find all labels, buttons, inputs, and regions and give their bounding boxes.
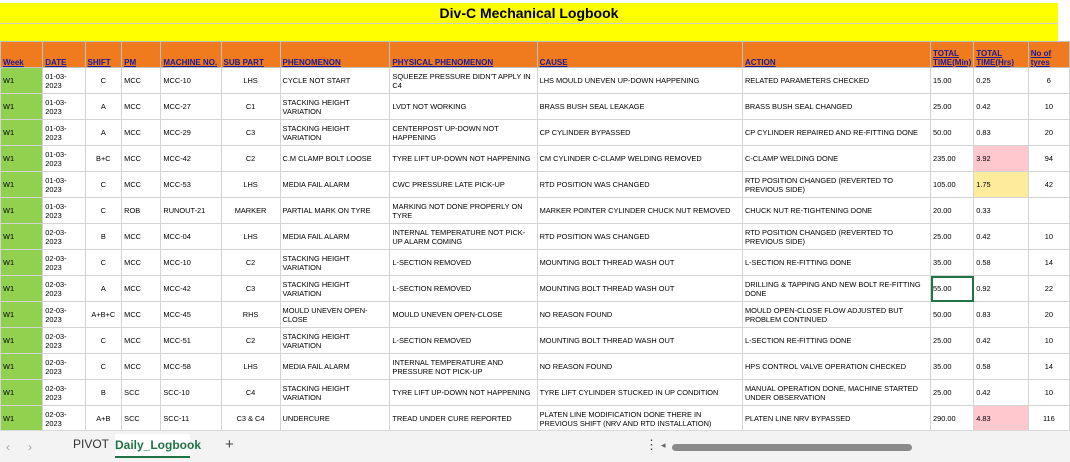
cell-action[interactable]: PLATEN LINE NRV BYPASSED (742, 406, 930, 431)
cell-sub-part[interactable]: LHS (221, 354, 280, 380)
cell-date[interactable]: 02-03-2023 (43, 302, 85, 328)
cell-pm[interactable]: ROB (122, 198, 161, 224)
cell-action[interactable]: CP CYLINDER REPAIRED AND RE-FITTING DONE (742, 120, 930, 146)
cell-pm[interactable]: MCC (122, 328, 161, 354)
cell-phenomenon[interactable]: STACKING HEIGHT VARIATION (280, 380, 390, 406)
cell-pm[interactable]: MCC (122, 94, 161, 120)
next-sheet-icon[interactable]: › (28, 440, 32, 454)
cell-total-time-min[interactable]: 235.00 (931, 146, 974, 172)
cell-pm[interactable]: MCC (122, 302, 161, 328)
cell-no-of-tyres[interactable]: 10 (1028, 380, 1069, 406)
cell-cause[interactable]: MARKER POINTER CYLINDER CHUCK NUT REMOVED (537, 198, 742, 224)
cell-pm[interactable]: MCC (122, 354, 161, 380)
cell-date[interactable]: 02-03-2023 (43, 354, 85, 380)
cell-no-of-tyres[interactable]: 116 (1028, 406, 1069, 431)
cell-sub-part[interactable]: C2 (221, 328, 280, 354)
cell-machine-no[interactable]: SCC-11 (161, 406, 221, 431)
cell-cause[interactable]: LHS MOULD UNEVEN UP-DOWN HAPPENING (537, 68, 742, 94)
cell-date[interactable]: 01-03-2023 (43, 172, 85, 198)
cell-phenomenon[interactable]: UNDERCURE (280, 406, 390, 431)
cell-machine-no[interactable]: MCC-53 (161, 172, 221, 198)
cell-physical-phenomenon[interactable]: L-SECTION REMOVED (390, 276, 537, 302)
header-machine-no[interactable]: MACHINE NO. (161, 42, 221, 68)
cell-machine-no[interactable]: MCC-42 (161, 276, 221, 302)
cell-sub-part[interactable]: C2 (221, 250, 280, 276)
cell-week[interactable]: W1 (1, 354, 43, 380)
cell-no-of-tyres[interactable]: 14 (1028, 250, 1069, 276)
cell-shift[interactable]: C (85, 328, 122, 354)
cell-sub-part[interactable]: LHS (221, 224, 280, 250)
cell-sub-part[interactable]: C3 & C4 (221, 406, 280, 431)
cell-machine-no[interactable]: MCC-27 (161, 94, 221, 120)
cell-physical-phenomenon[interactable]: TYRE LIFT UP-DOWN NOT HAPPENING (390, 146, 537, 172)
cell-machine-no[interactable]: MCC-42 (161, 146, 221, 172)
cell-physical-phenomenon[interactable]: INTERNAL TEMPERATURE NOT PICK-UP ALARM COMING (390, 224, 537, 250)
cell-phenomenon[interactable]: STACKING HEIGHT VARIATION (280, 276, 390, 302)
cell-sub-part[interactable]: C2 (221, 146, 280, 172)
cell-total-time-hrs[interactable]: 0.42 (974, 380, 1028, 406)
cell-total-time-min[interactable]: 55.00 (931, 276, 974, 302)
horizontal-scrollbar[interactable] (672, 444, 1062, 451)
cell-shift[interactable]: C (85, 354, 122, 380)
table-row (1, 172, 1070, 198)
cell-date[interactable]: 01-03-2023 (43, 146, 85, 172)
cell-action[interactable]: MOULD OPEN-CLOSE FLOW ADJUSTED BUT PROBLEM CONTINUED (742, 302, 930, 328)
cell-total-time-hrs[interactable]: 0.25 (974, 68, 1028, 94)
cell-sub-part[interactable]: C3 (221, 276, 280, 302)
cell-physical-phenomenon[interactable]: L-SECTION REMOVED (390, 250, 537, 276)
blank-yellow-row[interactable] (0, 24, 1058, 41)
cell-pm[interactable]: MCC (122, 276, 161, 302)
cell-total-time-hrs[interactable]: 0.92 (974, 276, 1028, 302)
cell-action[interactable]: RELATED PARAMETERS CHECKED (742, 68, 930, 94)
cell-cause[interactable]: RTD POSITION WAS CHANGED (537, 224, 742, 250)
header-week[interactable]: Week (1, 42, 43, 68)
cell-cause[interactable]: PLATEN LINE MODIFICATION DONE THERE IN PREVIOUS SHIFT (NRV AND RTD INSTALLATION) (537, 406, 742, 431)
cell-total-time-hrs[interactable]: 0.42 (974, 224, 1028, 250)
header-cause[interactable]: CAUSE (537, 42, 742, 68)
cell-shift[interactable]: B+C (85, 146, 122, 172)
header-date[interactable]: DATE (43, 42, 85, 68)
cell-physical-phenomenon[interactable]: MOULD UNEVEN OPEN-CLOSE (390, 302, 537, 328)
cell-phenomenon[interactable]: MOULD UNEVEN OPEN-CLOSE (280, 302, 390, 328)
cell-total-time-min[interactable]: 50.00 (931, 302, 974, 328)
cell-total-time-hrs[interactable]: 1.75 (974, 172, 1028, 198)
cell-phenomenon[interactable]: PARTIAL MARK ON TYRE (280, 198, 390, 224)
cell-date[interactable]: 02-03-2023 (43, 250, 85, 276)
cell-cause[interactable]: CP CYLINDER BYPASSED (537, 120, 742, 146)
cell-week[interactable]: W1 (1, 276, 43, 302)
cell-cause[interactable]: BRASS BUSH SEAL LEAKAGE (537, 94, 742, 120)
cell-total-time-min[interactable]: 15.00 (931, 68, 974, 94)
cell-machine-no[interactable]: MCC-10 (161, 68, 221, 94)
cell-no-of-tyres[interactable]: 6 (1028, 68, 1069, 94)
table-row (1, 276, 1070, 302)
header-physical-phenomenon[interactable]: PHYSICAL PHENOMENON (390, 42, 537, 68)
cell-phenomenon[interactable]: STACKING HEIGHT VARIATION (280, 250, 390, 276)
cell-physical-phenomenon[interactable]: SQUEEZE PRESSURE DIDN'T APPLY IN C4 (390, 68, 537, 94)
cell-action[interactable]: MANUAL OPERATION DONE, MACHINE STARTED UNDER OBSERVATION (742, 380, 930, 406)
cell-phenomenon[interactable]: STACKING HEIGHT VARIATION (280, 94, 390, 120)
cell-total-time-min[interactable]: 105.00 (931, 172, 974, 198)
cell-no-of-tyres[interactable]: 22 (1028, 276, 1069, 302)
cell-cause[interactable]: TYRE LIFT CYLINDER STUCKED IN UP CONDITION (537, 380, 742, 406)
cell-date[interactable]: 02-03-2023 (43, 276, 85, 302)
cell-date[interactable]: 01-03-2023 (43, 68, 85, 94)
cell-total-time-hrs[interactable]: 4.83 (974, 406, 1028, 431)
cell-date[interactable]: 02-03-2023 (43, 224, 85, 250)
cell-no-of-tyres[interactable] (1028, 198, 1069, 224)
cell-cause[interactable]: MOUNTING BOLT THREAD WASH OUT (537, 276, 742, 302)
cell-pm[interactable]: MCC (122, 68, 161, 94)
scroll-left-icon[interactable]: ◂ (661, 440, 666, 450)
cell-total-time-min[interactable]: 25.00 (931, 224, 974, 250)
cell-shift[interactable]: A (85, 276, 122, 302)
header-row (1, 42, 1070, 68)
cell-total-time-hrs[interactable]: 0.42 (974, 94, 1028, 120)
cell-cause[interactable]: MOUNTING BOLT THREAD WASH OUT (537, 328, 742, 354)
cell-phenomenon[interactable]: MEDIA FAIL ALARM (280, 172, 390, 198)
cell-week[interactable]: W1 (1, 406, 43, 431)
cell-action[interactable]: BRASS BUSH SEAL CHANGED (742, 94, 930, 120)
header-total-time-min[interactable]: TOTAL TIME(Min) (931, 42, 974, 68)
table-row (1, 198, 1070, 224)
cell-week[interactable]: W1 (1, 328, 43, 354)
cell-total-time-hrs[interactable]: 0.58 (974, 250, 1028, 276)
cell-physical-phenomenon[interactable]: INTERNAL TEMPERATURE AND PRESSURE NOT PICK-UP (390, 354, 537, 380)
cell-physical-phenomenon[interactable]: L-SECTION REMOVED (390, 328, 537, 354)
cell-total-time-hrs[interactable]: 0.83 (974, 120, 1028, 146)
header-sub-part[interactable]: SUB PART (221, 42, 280, 68)
header-no-of-tyres[interactable]: No of tyres (1028, 42, 1069, 68)
cell-pm[interactable]: MCC (122, 172, 161, 198)
cell-total-time-min[interactable]: 35.00 (931, 250, 974, 276)
cell-sub-part[interactable]: LHS (221, 172, 280, 198)
cell-week[interactable]: W1 (1, 172, 43, 198)
tab-pivot[interactable]: PIVOT (73, 437, 110, 451)
cell-cause[interactable]: NO REASON FOUND (537, 302, 742, 328)
cell-sub-part[interactable]: RHS (221, 302, 280, 328)
cell-total-time-min[interactable]: 20.00 (931, 198, 974, 224)
cell-cause[interactable]: RTD POSITION WAS CHANGED (537, 172, 742, 198)
table-row (1, 406, 1070, 431)
cell-shift[interactable]: C (85, 250, 122, 276)
cell-action[interactable]: RTD POSITION CHANGED (REVERTED TO PREVIOUS SIDE) (742, 224, 930, 250)
cell-week[interactable]: W1 (1, 146, 43, 172)
cell-action[interactable]: DRILLING & TAPPING AND NEW BOLT RE-FITTING DONE (742, 276, 930, 302)
scrollbar-thumb[interactable] (672, 444, 912, 451)
title-row[interactable] (0, 3, 1058, 24)
cell-date[interactable]: 02-03-2023 (43, 406, 85, 431)
table-row (1, 380, 1070, 406)
table-row (1, 224, 1070, 250)
cell-total-time-min[interactable]: 25.00 (931, 328, 974, 354)
cell-machine-no[interactable]: MCC-58 (161, 354, 221, 380)
cell-machine-no[interactable]: MCC-10 (161, 250, 221, 276)
cell-sub-part[interactable]: C3 (221, 120, 280, 146)
cell-physical-phenomenon[interactable]: TREAD UNDER CURE REPORTED (390, 406, 537, 431)
cell-pm[interactable]: MCC (122, 146, 161, 172)
table-row (1, 302, 1070, 328)
table-row (1, 94, 1070, 120)
cell-phenomenon[interactable]: CYCLE NOT START (280, 68, 390, 94)
cell-machine-no[interactable]: MCC-29 (161, 120, 221, 146)
cell-shift[interactable]: A (85, 120, 122, 146)
cell-week[interactable]: W1 (1, 224, 43, 250)
cell-week[interactable]: W1 (1, 302, 43, 328)
table-row (1, 68, 1070, 94)
cell-physical-phenomenon[interactable]: TYRE LIFT UP-DOWN NOT HAPPENING (390, 380, 537, 406)
cell-machine-no[interactable]: MCC-51 (161, 328, 221, 354)
cell-action[interactable]: RTD POSITION CHANGED (REVERTED TO PREVIOUS SIDE) (742, 172, 930, 198)
cell-no-of-tyres[interactable]: 10 (1028, 328, 1069, 354)
cell-shift[interactable]: C (85, 198, 122, 224)
cell-sub-part[interactable]: C4 (221, 380, 280, 406)
add-sheet-icon[interactable]: + (225, 436, 234, 453)
sheet-title: Div-C Mechanical Logbook (439, 5, 619, 21)
cell-no-of-tyres[interactable]: 94 (1028, 146, 1069, 172)
table-row (1, 146, 1070, 172)
cell-action[interactable]: C-CLAMP WELDING DONE (742, 146, 930, 172)
cell-no-of-tyres[interactable]: 42 (1028, 172, 1069, 198)
header-pm[interactable]: PM (122, 42, 161, 68)
cell-machine-no[interactable]: MCC-04 (161, 224, 221, 250)
cell-week[interactable]: W1 (1, 198, 43, 224)
cell-shift[interactable]: B (85, 224, 122, 250)
header-phenomenon[interactable]: PHENOMENON (280, 42, 390, 68)
tab-daily-logbook[interactable]: Daily_Logbook (115, 434, 190, 458)
sheet-tab-bar (0, 430, 1070, 462)
cell-phenomenon[interactable]: C.M CLAMP BOLT LOOSE (280, 146, 390, 172)
cell-no-of-tyres[interactable]: 20 (1028, 302, 1069, 328)
cell-shift[interactable]: A+B (85, 406, 122, 431)
cell-machine-no[interactable]: SCC-10 (161, 380, 221, 406)
cell-action[interactable]: L-SECTION RE-FITTING DONE (742, 250, 930, 276)
cell-week[interactable]: W1 (1, 250, 43, 276)
cell-phenomenon[interactable]: MEDIA FAIL ALARM (280, 224, 390, 250)
cell-action[interactable]: L-SECTION RE-FITTING DONE (742, 328, 930, 354)
cell-week[interactable]: W1 (1, 380, 43, 406)
cell-sub-part[interactable]: MARKER (221, 198, 280, 224)
table-row (1, 354, 1070, 380)
more-options-icon[interactable]: ⋮ (645, 437, 658, 452)
cell-pm[interactable]: SCC (122, 380, 161, 406)
cell-total-time-hrs[interactable]: 3.92 (974, 146, 1028, 172)
logbook-table (0, 41, 1070, 430)
cell-date[interactable]: 02-03-2023 (43, 380, 85, 406)
cell-physical-phenomenon[interactable]: CENTERPOST UP-DOWN NOT HAPPENING (390, 120, 537, 146)
cell-total-time-hrs[interactable]: 0.42 (974, 328, 1028, 354)
cell-total-time-min[interactable]: 35.00 (931, 354, 974, 380)
header-total-time-hrs[interactable]: TOTAL TIME(Hrs) (974, 42, 1028, 68)
cell-total-time-min[interactable]: 25.00 (931, 380, 974, 406)
cell-total-time-hrs[interactable]: 0.33 (974, 198, 1028, 224)
cell-date[interactable]: 01-03-2023 (43, 94, 85, 120)
table-row (1, 328, 1070, 354)
table-row (1, 250, 1070, 276)
cell-date[interactable]: 02-03-2023 (43, 328, 85, 354)
cell-date[interactable]: 01-03-2023 (43, 198, 85, 224)
cell-machine-no[interactable]: RUNOUT-21 (161, 198, 221, 224)
cell-date[interactable]: 01-03-2023 (43, 120, 85, 146)
cell-sub-part[interactable]: C1 (221, 94, 280, 120)
header-shift[interactable]: SHIFT (85, 42, 122, 68)
cell-action[interactable]: CHUCK NUT RE-TIGHTENING DONE (742, 198, 930, 224)
table-row (1, 120, 1070, 146)
cell-no-of-tyres[interactable]: 10 (1028, 94, 1069, 120)
cell-week[interactable]: W1 (1, 94, 43, 120)
cell-shift[interactable]: B (85, 380, 122, 406)
cell-no-of-tyres[interactable]: 10 (1028, 224, 1069, 250)
cell-pm[interactable]: MCC (122, 224, 161, 250)
prev-sheet-icon[interactable]: ‹ (6, 440, 10, 454)
cell-cause[interactable]: NO REASON FOUND (537, 354, 742, 380)
cell-week[interactable]: W1 (1, 68, 43, 94)
cell-action[interactable]: HPS CONTROL VALVE OPERATION CHECKED (742, 354, 930, 380)
cell-phenomenon[interactable]: STACKING HEIGHT VARIATION (280, 120, 390, 146)
cell-pm[interactable]: MCC (122, 120, 161, 146)
cell-physical-phenomenon[interactable]: LVDT NOT WORKING (390, 94, 537, 120)
cell-total-time-hrs[interactable]: 0.58 (974, 354, 1028, 380)
cell-total-time-min[interactable]: 50.00 (931, 120, 974, 146)
cell-physical-phenomenon[interactable]: CWC PRESSURE LATE PICK-UP (390, 172, 537, 198)
cell-total-time-min[interactable]: 25.00 (931, 94, 974, 120)
cell-phenomenon[interactable]: STACKING HEIGHT VARIATION (280, 328, 390, 354)
cell-cause[interactable]: MOUNTING BOLT THREAD WASH OUT (537, 250, 742, 276)
cell-machine-no[interactable]: MCC-45 (161, 302, 221, 328)
cell-week[interactable]: W1 (1, 120, 43, 146)
cell-phenomenon[interactable]: MEDIA FAIL ALARM (280, 354, 390, 380)
cell-pm[interactable]: MCC (122, 250, 161, 276)
cell-physical-phenomenon[interactable]: MARKING NOT DONE PROPERLY ON TYRE (390, 198, 537, 224)
cell-total-time-hrs[interactable]: 0.83 (974, 302, 1028, 328)
cell-cause[interactable]: CM CYLINDER C-CLAMP WELDING REMOVED (537, 146, 742, 172)
cell-no-of-tyres[interactable]: 14 (1028, 354, 1069, 380)
cell-shift[interactable]: C (85, 172, 122, 198)
cell-sub-part[interactable]: LHS (221, 68, 280, 94)
cell-shift[interactable]: C (85, 68, 122, 94)
cell-pm[interactable]: SCC (122, 406, 161, 431)
cell-total-time-min[interactable]: 290.00 (931, 406, 974, 431)
cell-shift[interactable]: A (85, 94, 122, 120)
header-action[interactable]: ACTION (742, 42, 930, 68)
table-body (1, 68, 1070, 431)
cell-no-of-tyres[interactable]: 20 (1028, 120, 1069, 146)
cell-shift[interactable]: A+B+C (85, 302, 122, 328)
